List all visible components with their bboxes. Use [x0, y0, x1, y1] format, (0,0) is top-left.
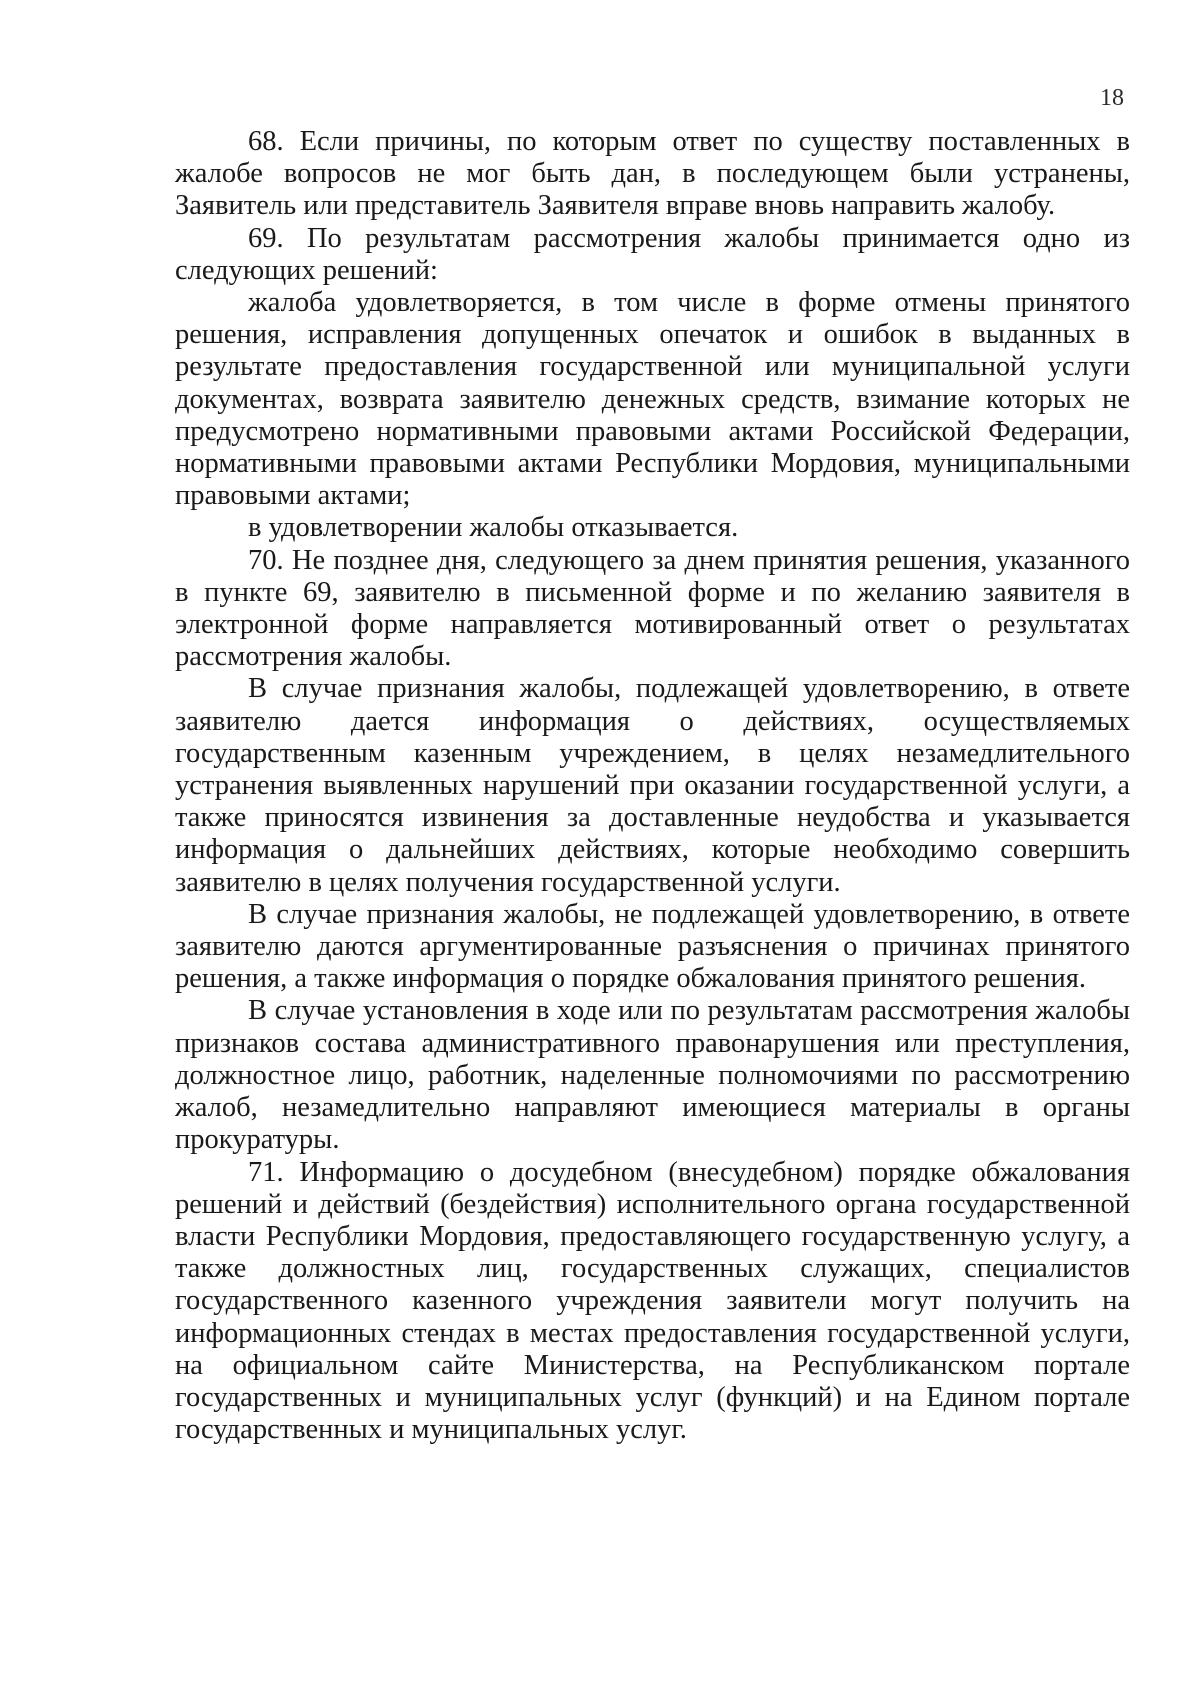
page-number: 18 — [1100, 85, 1124, 111]
paragraph-complaint-upheld: В случае признания жалобы, подлежащей удовлетворению, в ответе заявителю дается информация о действиях, осуществляемых государственным казенным учреждением, в целях незамедлительного устранения выявленных нарушений при оказании государственной услуги, а также приносятся извинения за доставленные неудобства и указывается информация о дальнейших действиях, которые необходимо совершить заявителю в целях получения государственной услуги. — [175, 673, 1130, 898]
paragraph-complaint-rejected: В случае признания жалобы, не подлежащей удовлетворению, в ответе заявителю даются аргументированные разъяснения о причинах принятого решения, а также информация о порядке обжалования принятого решения. — [175, 898, 1130, 995]
paragraph-decision-refused: в удовлетворении жалобы отказывается. — [248, 512, 739, 544]
paragraph-item-68: 68. Если причины, по которым ответ по существу поставленных в жалобе вопросов не мог быть дан, в последующем были устранены, Заявитель или представитель Заявителя вправе вновь направить жалобу. — [175, 126, 1130, 222]
paragraph-violation-found: В случае установления в ходе или по результатам рассмотрения жалобы признаков состава административного правонарушения или преступления, должностное лицо, работник, наделенные полномочиями по рассмотрению жалоб, незамедлительно направляют имеющиеся материалы в органы прокуратуры. — [175, 995, 1130, 1156]
document-body — [175, 126, 1130, 1446]
paragraph-decision-satisfied: жалоба удовлетворяется, в том числе в форме отмены принятого решения, исправления допущенных опечаток и ошибок в выданных в результате предоставления государственной или муниципальной услуги документах, возврата заявителю денежных средств, взимание которых не предусмотрено нормативными правовыми актами Российской Федерации, нормативными правовыми актами Республики Мордовия, муниципальными правовыми актами; — [175, 287, 1130, 512]
paragraph-item-70: 70. Не позднее дня, следующего за днем принятия решения, указанного в пункте 69, заявителю в письменной форме и по желанию заявителя в электронной форме направляется мотивированный ответ о результатах рассмотрения жалобы. — [175, 544, 1130, 673]
paragraph-item-69: 69. По результатам рассмотрения жалобы принимается одно из следующих решений: — [175, 222, 1130, 286]
paragraph-item-71: 71. Информацию о досудебном (внесудебном) порядке обжалования решений и действий (бездействия) исполнительного органа государственной власти Республики Мордовия, предоставляющего государственную услугу, а также должностных лиц, государственных служащих, специалистов государственного казенного учреждения заявители могут получить на информационных стендах в местах предоставления государственной услуги, на официальном сайте Министерства, на Республиканском портале государственных и муниципальных услуг (функций) и на Едином портале государственных и муниципальных услуг. — [175, 1156, 1130, 1446]
